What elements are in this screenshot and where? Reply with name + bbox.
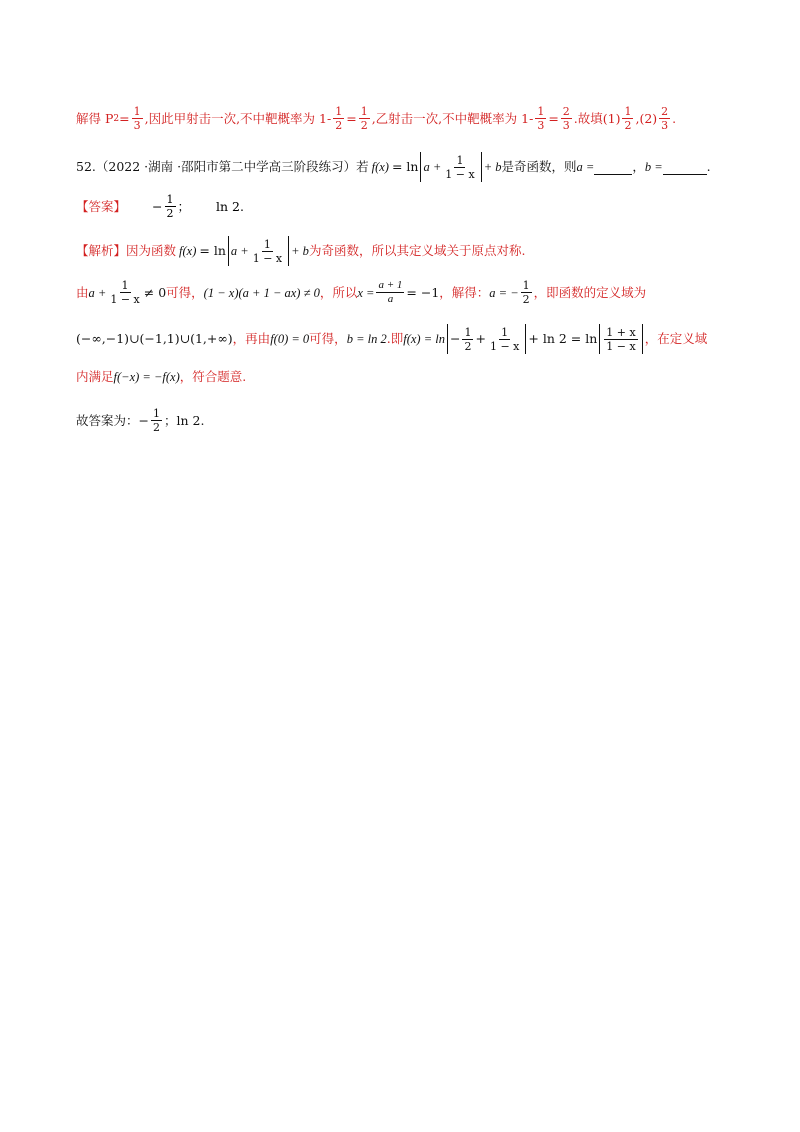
math: f(x) xyxy=(179,244,197,258)
text: . xyxy=(706,159,711,174)
text: ，符合题意. xyxy=(179,369,247,384)
abs-bar-left xyxy=(228,236,229,266)
text: 可得， xyxy=(309,331,347,346)
abs-bar-left xyxy=(599,324,600,354)
fraction: $\frac{1}{3}$ xyxy=(133,105,141,132)
abs-bar-right xyxy=(288,236,289,266)
text: = xyxy=(548,110,559,126)
math: + b xyxy=(483,160,502,174)
text: ，解得： xyxy=(439,284,490,300)
subscript: 2 xyxy=(113,113,120,124)
fraction: $\frac{1}{2}$ xyxy=(335,105,343,132)
abs-bar-right xyxy=(481,152,482,182)
answer-blank-a[interactable] xyxy=(594,160,632,175)
text: 故答案为： xyxy=(76,412,139,428)
analysis-verify-line xyxy=(76,366,730,388)
text: ，所以 xyxy=(319,284,358,300)
text: ,乙射击一次,不中靶概率为 1- xyxy=(371,110,534,126)
answer-blank-b[interactable] xyxy=(663,160,707,175)
text: . xyxy=(240,198,244,214)
fraction: $\frac{2}{3}$ xyxy=(562,105,570,132)
fraction: $\frac{2}{3}$ xyxy=(661,105,669,132)
fraction: $\frac{1}{1 - x}$ xyxy=(445,153,475,181)
fraction: $\frac{a + 1}{a}$ xyxy=(378,279,403,305)
text: 由 xyxy=(76,284,89,300)
text: ，即函数的定义域为 xyxy=(533,284,647,300)
math: f(x) xyxy=(371,160,389,174)
abs-bar-left xyxy=(447,324,448,354)
fraction: $\frac{1}{2}$ xyxy=(360,105,368,132)
fraction: $\frac{1}{2}$ xyxy=(624,105,632,132)
abs-bar-right xyxy=(525,324,526,354)
text: = xyxy=(119,110,130,126)
text: .故填(1) xyxy=(573,110,621,126)
text: . xyxy=(672,110,677,126)
text: 是奇函数，则 xyxy=(501,159,577,174)
text: ， xyxy=(632,159,645,174)
text: ； xyxy=(164,412,177,428)
abs-bar-right xyxy=(642,324,643,354)
text: = xyxy=(346,110,357,126)
math: a = xyxy=(576,160,595,174)
fraction: $\frac{1}{3}$ xyxy=(537,105,545,132)
math: ln 2 xyxy=(176,412,201,428)
text: .即 xyxy=(386,331,404,346)
fraction: $\frac{1}{1 - x}$ xyxy=(489,325,520,353)
text: 内满足 xyxy=(76,369,114,384)
question-52 xyxy=(76,152,730,182)
text: ，再由 xyxy=(232,331,271,346)
text: ； xyxy=(177,198,191,214)
math: ln 2 xyxy=(216,198,240,214)
abs-bar-left xyxy=(420,152,421,182)
text: 因为函数 xyxy=(126,243,177,258)
text: ，在定义域 xyxy=(644,331,708,346)
fraction: $\frac{1}{2}$ xyxy=(166,193,174,220)
math: ≠ 0 xyxy=(143,284,167,300)
analysis-b-line xyxy=(76,324,730,354)
math: − xyxy=(138,412,149,428)
math: a + xyxy=(88,285,107,300)
math: (−∞,−1)∪(−1,1)∪(1,+∞) xyxy=(76,331,233,346)
math: + ln 2 = ln xyxy=(528,331,598,346)
math: = ln xyxy=(391,159,419,174)
fraction: $\frac{1 + x}{1 - x}$ xyxy=(606,325,636,353)
fraction: $\frac{1}{2}$ xyxy=(522,279,530,306)
math: b = ln 2 xyxy=(346,332,387,346)
math: = ln xyxy=(199,243,226,258)
text: ,(2) xyxy=(635,110,658,126)
math: f(−x) = −f(x) xyxy=(113,370,180,384)
question-lead: 52.（2022 ·湖南 ·邵阳市第二中学高三阶段练习）若 xyxy=(76,159,369,174)
analysis-label: 【解析】 xyxy=(76,243,127,258)
math: a + xyxy=(230,244,249,258)
solution-line-probability xyxy=(76,106,730,131)
text: . xyxy=(200,412,205,428)
fraction: $\frac{1}{2}$ xyxy=(464,325,472,353)
math: = −1 xyxy=(406,284,440,300)
math: b = xyxy=(644,160,663,174)
text: 为奇函数，所以其定义域关于原点对称. xyxy=(308,243,526,258)
math: a + xyxy=(423,160,442,174)
answer-label: 【答案】 xyxy=(76,198,127,214)
math: − xyxy=(449,331,461,346)
text: ,因此甲射击一次,不中靶概率为 1- xyxy=(144,110,332,126)
fraction: $\frac{1}{2}$ xyxy=(153,407,160,434)
answer-line xyxy=(76,194,730,219)
final-answer-line xyxy=(76,408,730,433)
fraction: $\frac{1}{1 - x}$ xyxy=(110,279,140,306)
analysis-line xyxy=(76,236,730,266)
math: + xyxy=(475,331,486,346)
math: + b xyxy=(291,244,309,258)
math: a = − xyxy=(489,285,519,300)
fraction: $\frac{1}{1 - x}$ xyxy=(252,237,283,265)
math: − xyxy=(152,198,163,214)
analysis-domain-line xyxy=(76,280,730,305)
text: 解得 P xyxy=(76,110,114,126)
text: 可得， xyxy=(166,284,204,300)
math: x = xyxy=(357,285,375,300)
math: f(0) = 0 xyxy=(270,332,310,346)
math: f(x) = ln xyxy=(403,332,445,346)
math: (1 − x)(a + 1 − ax) ≠ 0 xyxy=(203,285,320,300)
